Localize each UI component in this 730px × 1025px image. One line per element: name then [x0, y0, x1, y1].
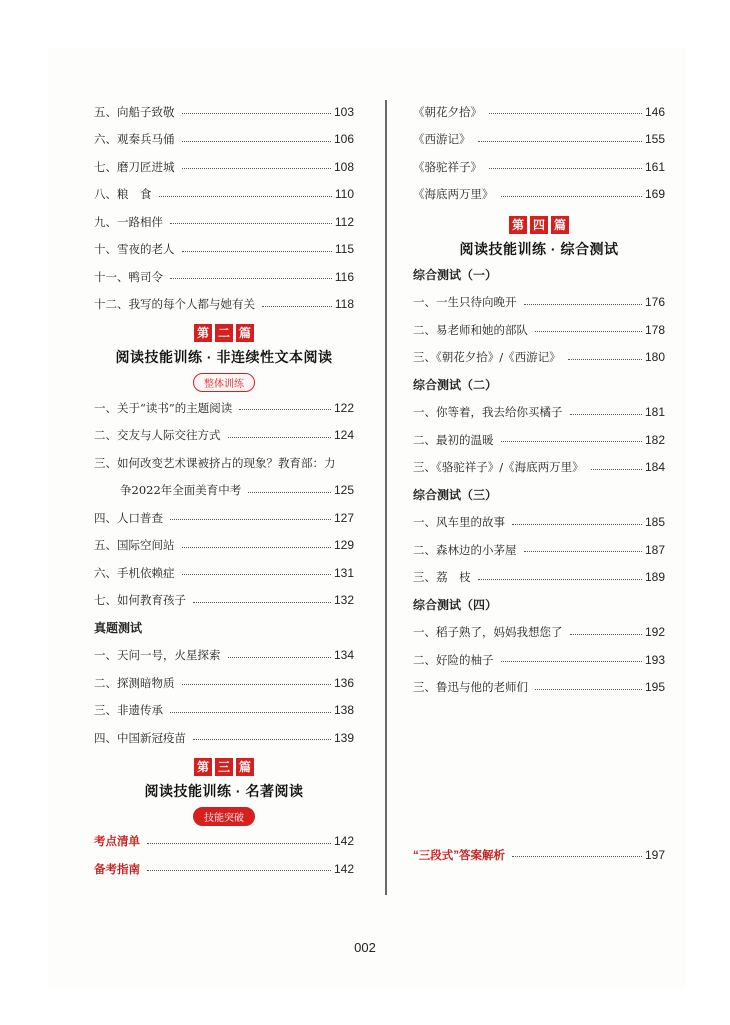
toc-page: 146	[644, 104, 665, 119]
toc-page: 142	[333, 834, 354, 849]
toc-entry[interactable]	[94, 422, 354, 450]
part4-header	[413, 214, 665, 259]
toc-page: 124	[333, 428, 354, 443]
group-heading: 综合测试（一）	[413, 268, 498, 283]
toc-page: 182	[644, 432, 665, 447]
toc-title: 三、鲁迅与他的老师们	[413, 680, 528, 695]
part3-badge	[194, 758, 254, 776]
badge-char: 第	[194, 324, 212, 342]
leader-dots	[524, 304, 642, 305]
part2-entries	[94, 394, 354, 614]
part3-title: 阅读技能训练 · 名著阅读	[144, 782, 304, 799]
leader-dots	[182, 141, 331, 142]
leader-dots	[591, 469, 642, 470]
badge-char: 第	[509, 216, 527, 234]
part4-badge	[509, 216, 569, 234]
toc-entry[interactable]	[413, 454, 665, 482]
toc-title: 一、风车里的故事	[413, 515, 505, 530]
part4-groups	[413, 261, 665, 701]
toc-title: 一、你等着，我去给你买橘子	[413, 405, 563, 420]
toc-title: 十二、我写的每个人都与她有关	[94, 297, 255, 312]
leader-dots	[570, 414, 642, 415]
leader-dots	[512, 524, 642, 525]
part2-title: 阅读技能训练 · 非连续性文本阅读	[115, 349, 333, 365]
toc-entry[interactable]	[94, 181, 354, 209]
toc-title: 二、交友与人际交往方式	[94, 428, 221, 443]
toc-page: 132	[333, 593, 354, 608]
part2-header	[94, 322, 354, 392]
leader-dots	[535, 689, 642, 690]
toc-entry[interactable]	[94, 669, 354, 697]
toc-entry[interactable]	[413, 289, 665, 317]
leader-dots	[535, 331, 642, 332]
leader-dots	[228, 657, 331, 658]
toc-page: 180	[644, 350, 665, 365]
toc-entry[interactable]	[94, 532, 354, 560]
leader-dots	[170, 519, 331, 520]
toc-entry[interactable]	[94, 449, 354, 477]
left-top-entries	[94, 98, 354, 318]
leader-dots	[182, 251, 332, 252]
toc-entry[interactable]	[94, 828, 354, 856]
toc-entry[interactable]	[94, 126, 354, 154]
toc-entry[interactable]	[94, 236, 354, 264]
toc-entry[interactable]	[94, 724, 354, 752]
toc-page: 193	[644, 652, 665, 667]
leader-dots	[228, 437, 331, 438]
toc-title: 《西游记》	[413, 132, 471, 147]
toc-title: 三、《朝花夕拾》/《西游记》	[413, 350, 561, 365]
toc-entry[interactable]	[413, 536, 665, 564]
toc-title: 三、如何改变艺术课被挤占的现象？教育部：力	[94, 455, 336, 470]
toc-entry[interactable]	[413, 399, 665, 427]
leader-dots	[170, 712, 331, 713]
toc-title: 四、人口普查	[94, 510, 163, 525]
leader-dots	[193, 602, 331, 603]
toc-title: 二、易老师和她的部队	[413, 322, 528, 337]
leader-dots	[501, 196, 642, 197]
toc-title: 三、非遗传承	[94, 703, 163, 718]
toc-page: 169	[644, 187, 665, 202]
right-column	[413, 98, 665, 869]
leader-dots	[568, 359, 642, 360]
toc-title: 二、探测暗物质	[94, 675, 175, 690]
toc-page: 142	[333, 861, 354, 876]
toc-title: 二、最初的温暖	[413, 432, 494, 447]
toc-entry[interactable]	[94, 697, 354, 725]
badge-char: 四	[530, 216, 548, 234]
toc-entry[interactable]	[94, 394, 354, 422]
toc-title: 二、好险的柚子	[413, 652, 494, 667]
left-column	[94, 98, 354, 883]
badge-char: 三	[215, 758, 233, 776]
toc-page: 118	[334, 297, 354, 312]
toc-title: 七、如何教育孩子	[94, 593, 186, 608]
toc-entry[interactable]	[413, 509, 665, 537]
toc-entry[interactable]	[413, 126, 665, 154]
toc-page: 115	[334, 242, 354, 257]
part3-tag: 技能突破	[193, 807, 255, 826]
leader-dots	[182, 547, 331, 548]
spacer	[413, 701, 665, 841]
toc-page: 103	[333, 104, 354, 119]
leader-dots	[512, 856, 642, 857]
toc-page: 176	[644, 295, 665, 310]
part2-subheading: 真题测试	[94, 621, 143, 636]
toc-page: 178	[644, 322, 665, 337]
toc-entry[interactable]	[413, 646, 665, 674]
toc-title: 考点清单	[94, 836, 140, 849]
toc-entry[interactable]	[94, 504, 354, 532]
toc-title: 二、森林边的小茅屋	[413, 542, 517, 557]
leader-dots	[262, 306, 332, 307]
right-top-entries	[413, 98, 665, 208]
toc-title: 备考指南	[94, 863, 140, 876]
badge-char: 二	[215, 324, 233, 342]
toc-entry[interactable]	[413, 564, 665, 592]
toc-page: 112	[334, 214, 354, 229]
toc-entry[interactable]	[413, 619, 665, 647]
badge-char: 篇	[236, 324, 254, 342]
toc-entry[interactable]	[94, 855, 354, 883]
toc-entry[interactable]	[413, 426, 665, 454]
leader-dots	[147, 870, 331, 871]
toc-page: 187	[644, 542, 665, 557]
part4-title: 阅读技能训练 · 综合测试	[459, 241, 619, 257]
toc-page: 155	[644, 132, 665, 147]
badge-char: 第	[194, 758, 212, 776]
toc-page: 184	[644, 460, 665, 475]
toc-page: 192	[644, 625, 665, 640]
group-heading: 综合测试（三）	[413, 488, 498, 503]
part2-tag: 整体训练	[193, 373, 255, 392]
toc-title: 五、向船子致敬	[94, 104, 175, 119]
toc-title: “三段式”答案解析	[413, 849, 505, 862]
leader-dots	[193, 739, 331, 740]
toc-title: 七、磨刀匠进城	[94, 159, 175, 174]
toc-page: 136	[333, 675, 354, 690]
leader-dots	[182, 574, 331, 575]
toc-entry[interactable]	[413, 181, 665, 209]
toc-title: 三、荔 枝	[413, 570, 471, 585]
toc-page: 110	[334, 187, 354, 202]
toc-entry[interactable]	[94, 263, 354, 291]
leader-dots	[489, 113, 642, 114]
toc-entry[interactable]	[413, 98, 665, 126]
toc-entry[interactable]	[413, 153, 665, 181]
toc-page: 189	[644, 570, 665, 585]
toc-entry[interactable]	[413, 316, 665, 344]
toc-page: 106	[333, 132, 354, 147]
toc-entry[interactable]	[413, 674, 665, 702]
toc-title: 一、稻子熟了，妈妈我想您了	[413, 625, 563, 640]
toc-title: 争2022年全面美育中考	[120, 483, 242, 498]
toc-entry[interactable]	[413, 344, 665, 372]
toc-title: 四、中国新冠疫苗	[94, 730, 186, 745]
toc-page: 197	[644, 847, 665, 862]
toc-page: 108	[333, 159, 354, 174]
answers-entry[interactable]	[413, 841, 665, 869]
toc-page: 195	[644, 680, 665, 695]
leader-dots	[478, 141, 642, 142]
toc-title: 三、《骆驼祥子》/《海底两万里》	[413, 460, 584, 475]
toc-page: 127	[333, 510, 354, 525]
toc-page: 134	[333, 648, 354, 663]
toc-page: 185	[644, 515, 665, 530]
toc-page: 122	[333, 400, 354, 415]
toc-page: 125	[333, 483, 354, 498]
toc-entry[interactable]	[94, 587, 354, 615]
leader-dots	[159, 196, 332, 197]
toc-page: 131	[333, 565, 354, 580]
leader-dots	[147, 843, 331, 844]
toc-entry[interactable]	[94, 98, 354, 126]
toc-entry[interactable]	[94, 153, 354, 181]
leader-dots	[182, 684, 331, 685]
badge-char: 篇	[551, 216, 569, 234]
badge-char: 篇	[236, 758, 254, 776]
toc-entry[interactable]	[94, 208, 354, 236]
toc-page: 116	[334, 269, 354, 284]
leader-dots	[489, 168, 642, 169]
column-divider	[385, 100, 387, 895]
toc-title: 八、粮 食	[94, 187, 152, 202]
toc-page: 181	[644, 405, 665, 420]
toc-entry[interactable]	[94, 642, 354, 670]
part3-header	[94, 756, 354, 826]
toc-title: 《朝花夕拾》	[413, 104, 482, 119]
leader-dots	[170, 223, 332, 224]
toc-title: 九、一路相伴	[94, 214, 163, 229]
group-heading: 综合测试（二）	[413, 378, 498, 393]
toc-page: 129	[333, 538, 354, 553]
toc-title: 一、关于“读书”的主题阅读	[94, 400, 233, 415]
toc-title: 十一、鸭司令	[94, 269, 163, 284]
leader-dots	[248, 492, 331, 493]
leader-dots	[182, 168, 331, 169]
group-heading: 综合测试（四）	[413, 598, 498, 613]
leader-dots	[501, 441, 642, 442]
leader-dots	[501, 661, 642, 662]
part3-entries	[94, 828, 354, 883]
part2-entries2	[94, 642, 354, 752]
leader-dots	[524, 551, 642, 552]
toc-title: 六、手机依赖症	[94, 565, 175, 580]
part2-badge	[194, 324, 254, 342]
toc-entry[interactable]	[94, 291, 354, 319]
leader-dots	[239, 409, 331, 410]
toc-title: 《骆驼祥子》	[413, 159, 482, 174]
leader-dots	[170, 278, 332, 279]
toc-page: 138	[333, 703, 354, 718]
leader-dots	[478, 579, 642, 580]
toc-entry[interactable]	[94, 559, 354, 587]
toc-title: 六、观秦兵马俑	[94, 132, 175, 147]
toc-title: 一、天问一号，火星探索	[94, 648, 221, 663]
leader-dots	[570, 634, 642, 635]
toc-page: 161	[644, 159, 665, 174]
toc-title: 五、国际空间站	[94, 538, 175, 553]
toc-title: 十、雪夜的老人	[94, 242, 175, 257]
toc-title: 一、一生只待向晚开	[413, 295, 517, 310]
toc-title: 《海底两万里》	[413, 187, 494, 202]
toc-page: 139	[333, 730, 354, 745]
leader-dots	[182, 113, 331, 114]
toc-entry[interactable]	[94, 477, 354, 505]
page-number: 002	[354, 940, 376, 955]
